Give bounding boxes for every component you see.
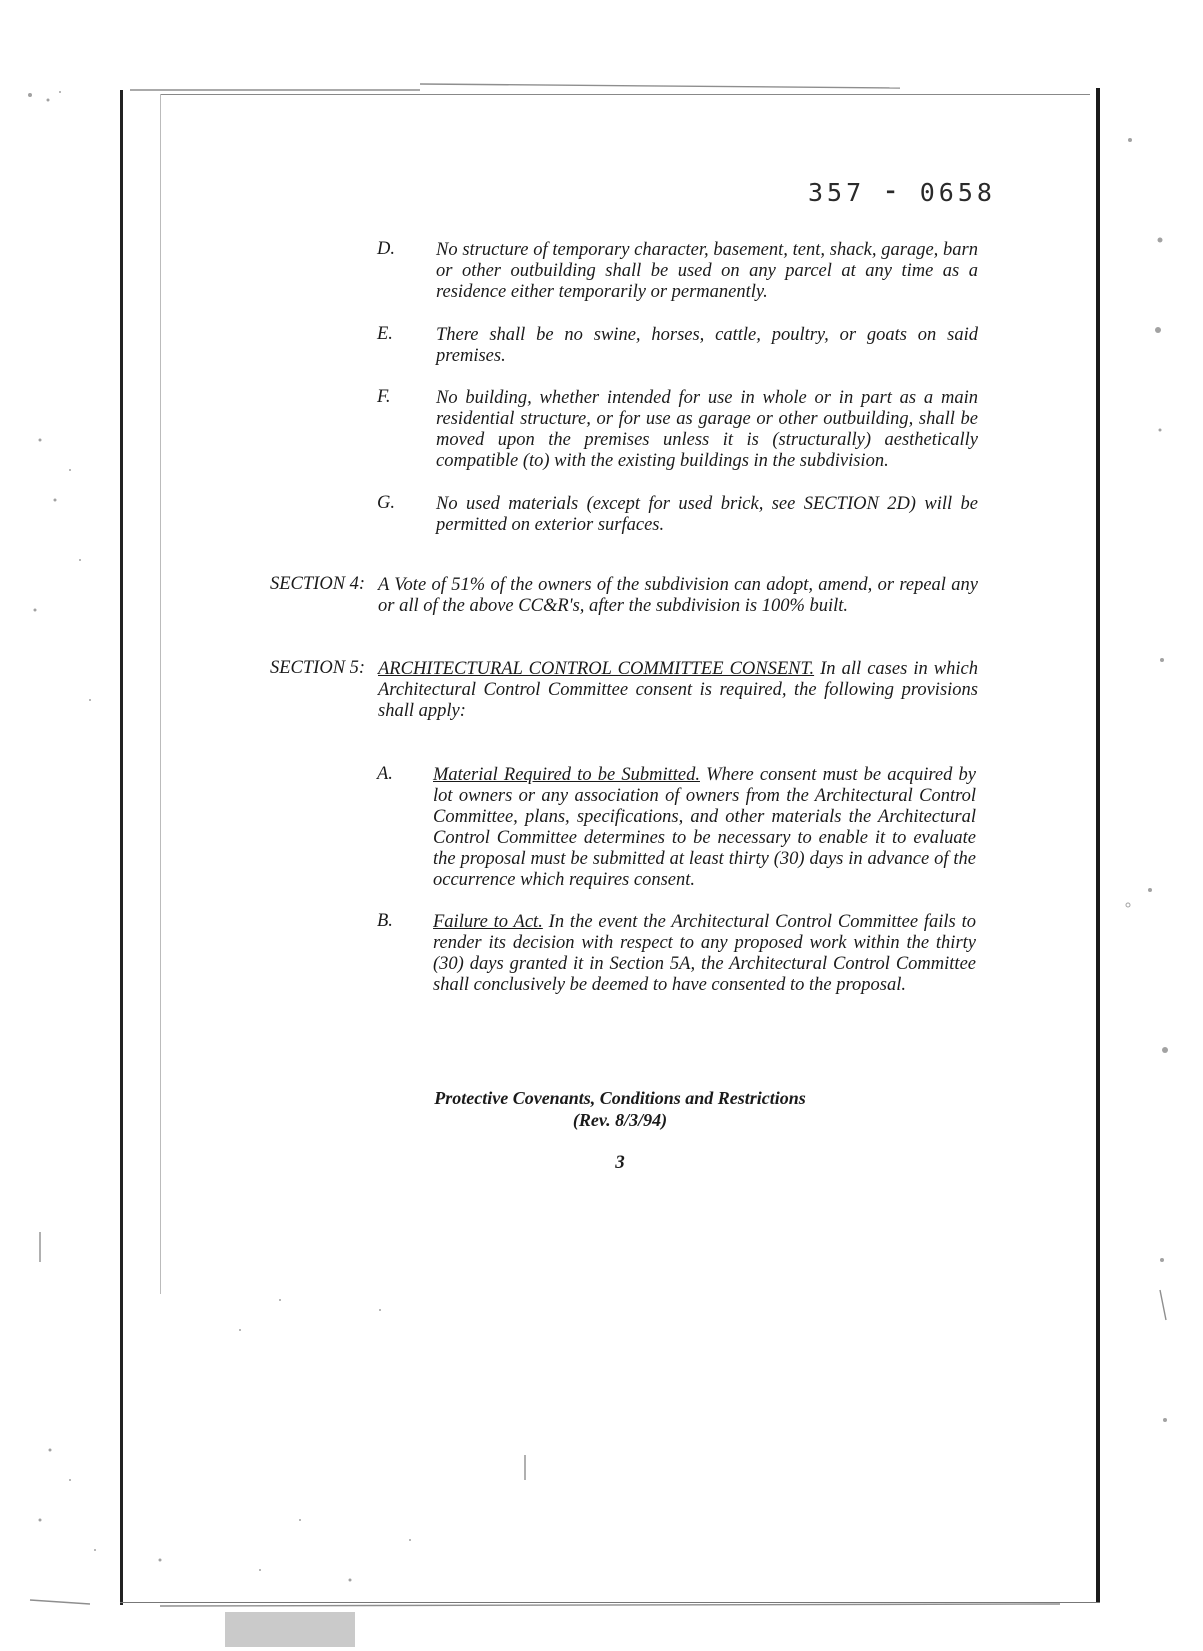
- section-5-label: SECTION 5:: [270, 658, 366, 678]
- section-5b-text: [433, 912, 976, 996]
- section-5b-letter: B.: [377, 911, 393, 931]
- section-5b-heading: Failure to Act.: [433, 912, 543, 932]
- page-border-top: [160, 94, 1090, 95]
- restriction-g-letter: G.: [377, 493, 395, 513]
- page-border-left: [120, 90, 123, 1605]
- restriction-f-letter: F.: [377, 387, 391, 407]
- restriction-e-text: There shall be no swine, horses, cattle, poultry, or goats on said premises.: [436, 325, 978, 366]
- restriction-g-text: No used materials (except for used brick, see SECTION 2D) will be permitted on exterior surfaces.: [436, 494, 978, 535]
- section-5-heading: ARCHITECTURAL CONTROL COMMITTEE CONSENT.: [378, 659, 815, 679]
- section-5b-body: In the event the Architectural Control Committee fails to render its decision with respect to any proposed work within the thirty (30) days granted it in Section 5A, the Architectural Control Committee shall conclusively be deemed to have consented to the proposal.: [433, 912, 976, 995]
- section-5-body: In all cases in which Architectural Control Committee consent is required, the following provisions shall apply:: [378, 659, 979, 721]
- restriction-d-text: No structure of temporary character, basement, tent, shack, garage, barn or other outbuilding shall be used on any parcel at any time as a residence either temporarily or permanently.: [436, 240, 978, 302]
- restriction-d-letter: D.: [377, 239, 395, 259]
- page-border-inner: [160, 94, 161, 1294]
- recording-stamp: 357 ⁃ 0658: [808, 178, 996, 207]
- restriction-e-letter: E.: [377, 324, 393, 344]
- section-5-text: [378, 659, 978, 722]
- restriction-f-text: No building, whether intended for use in whole or in part as a main residential structure, or for use as garage or other outbuilding, shall be moved upon the premises unless it is (structurally) aesthetically compatible (to) with the existing buildings in the subdivision.: [436, 388, 978, 471]
- section-5a-text: [433, 765, 976, 891]
- page-border-bottom: [120, 1602, 1100, 1603]
- section-5a-heading: Material Required to be Submitted.: [433, 765, 700, 785]
- footer-title: Protective Covenants, Conditions and Restrictions: [434, 1088, 806, 1108]
- section-4-text: A Vote of 51% of the owners of the subdivision can adopt, amend, or repeal any or all of the above CC&R's, after the subdivision is 100% built.: [378, 575, 978, 616]
- page-number: 3: [615, 1152, 625, 1173]
- section-5a-body: Where consent must be acquired by lot owners or any association of owners from the Architectural Control Committee, plans, specifications, and other materials the Architectural Control Committee determines to be necessary to enable it to evaluate the proposal must be submitted at least thirty (30) days in advance of the occurrence which requires consent.: [433, 765, 976, 890]
- section-5a-letter: A.: [377, 764, 393, 784]
- footer-revision: (Rev. 8/3/94): [572, 1110, 668, 1130]
- section-4-label: SECTION 4:: [270, 574, 366, 594]
- page-border-right: [1096, 88, 1100, 1603]
